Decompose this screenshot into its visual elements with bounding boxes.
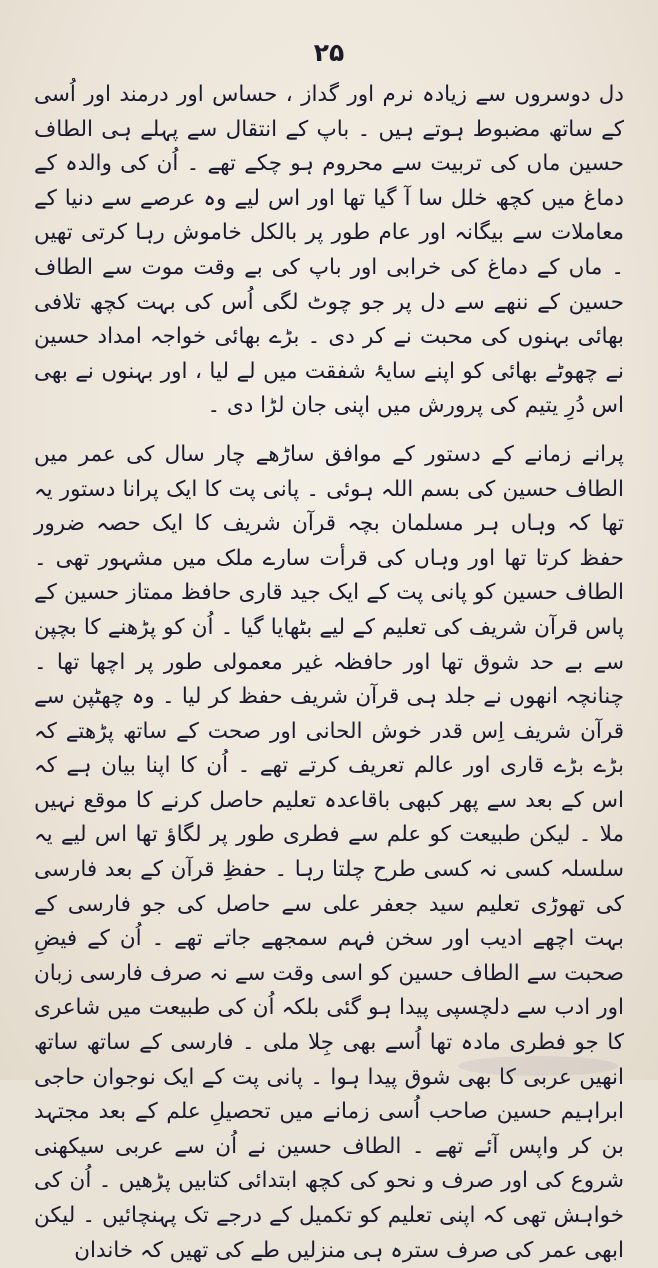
- ink-smudge: [458, 1056, 618, 1076]
- paragraph-gap: [34, 424, 624, 438]
- page-number: ۲۵: [313, 38, 345, 67]
- paragraph-2: پرانے زمانے کے دستور کے موافق ساڑھے چار سال کی عمر میں الطاف حسین کی بسم اللہ ہوئی ۔ پانی پت کا ایک پرانا دستور یہ تھا کہ وہاں ہر مسلمان بچہ قرآن شریف کا ایک حصہ ضرور حفظ کرتا تھا اور وہاں کی قرأت سارے ملک میں مشہور تھی ۔ الطاف حسین کو پانی پت کے ایک جید قاری حافظ ممتاز حسین کے پاس قرآن شریف کی تعلیم کے لیے بٹھایا گیا ۔ اُن کو پڑھنے کا بچپن سے بے حد شوق تھا اور حافظہ غیر معمولی طور پر اچھا تھا ۔ چنانچہ انھوں نے جلد ہی قرآن شریف حفظ کر لیا ۔ وہ چھٹپن سے قرآن شریف اِس قدر خوش الحانی اور صحت کے ساتھ پڑھتے کہ بڑے بڑے قاری اور عالم تعریف کرتے تھے ۔ اُن کا اپنا بیان ہے کہ اس کے بعد سے پھر کبھی باقاعدہ تعلیم حاصل کرنے کا موقع نہیں ملا ۔ لیکن طبیعت کو علم سے فطری طور پر لگاؤ تھا اس لیے یہ سلسلہ کسی نہ کسی طرح چلتا رہا ۔ حفظِ قرآن کے بعد فارسی کی تھوڑی تعلیم سید جعفر علی سے حاصل کی جو فارسی کے بہت اچھے ادیب اور سخن فہم سمجھے جاتے تھے ۔ اُن کے فیضِ صحبت سے الطاف حسین کو اسی وقت سے نہ صرف فارسی زبان اور ادب سے دلچسپی پیدا ہو گئی بلکہ اُن کی طبیعت میں شاعری کا جو فطری مادہ تھا اُسے بھی جِلا ملی ۔ فارسی کے ساتھ ساتھ انھیں عربی کا بھی شوق پیدا ہوا ۔ پانی پت کے ایک نوجوان حاجی ابراہیم حسین صاحب اُسی زمانے میں تحصیلِ علم کے بعد مجتہد بن کر واپس آئے تھے ۔ الطاف حسین نے اُن سے عربی سیکھنی شروع کی اور صرف و نحو کی کچھ ابتدائی کتابیں پڑھیں ۔ اُن کی خواہش تھی کہ اپنی تعلیم کو تکمیل کے درجے تک پہنچائیں ۔ لیکن ابھی عمر کی صرف سترہ ہی منزلیں طے کی تھیں کہ خاندان: [34, 441, 624, 1263]
- body-text: [34, 78, 624, 1268]
- paragraph-1: دل دوسروں سے زیادہ نرم اور گداز ، حساس اور درمند اور اُسی کے ساتھ مضبوط ہوتے ہیں ۔ باپ کے انتقال سے پہلے ہی الطاف حسین ماں کی تربیت سے محروم ہو چکے تھے ۔ اُن کی والدہ کے دماغ میں کچھ خلل سا آ گیا تھا اور اس لیے وہ عرصے سے دنیا کے معاملات سے بیگانہ اور عام طور پر بالکل خاموش رہا کرتی تھیں ۔ ماں کے دماغ کی خرابی اور باپ کی بے وقت موت سے الطاف حسین کے ننھے سے دل پر جو چوٹ لگی اُس کی بہت کچھ تلافی بھائی بہنوں کی محبت نے کر دی ۔ بڑے بھائی خواجہ امداد حسین نے چھوٹے بھائی کو اپنے سایۂ شفقت میں لے لیا ، اور بہنوں نے بھی اس دُرِ یتیم کی پرورش میں اپنی جان لڑا دی ۔: [34, 82, 624, 419]
